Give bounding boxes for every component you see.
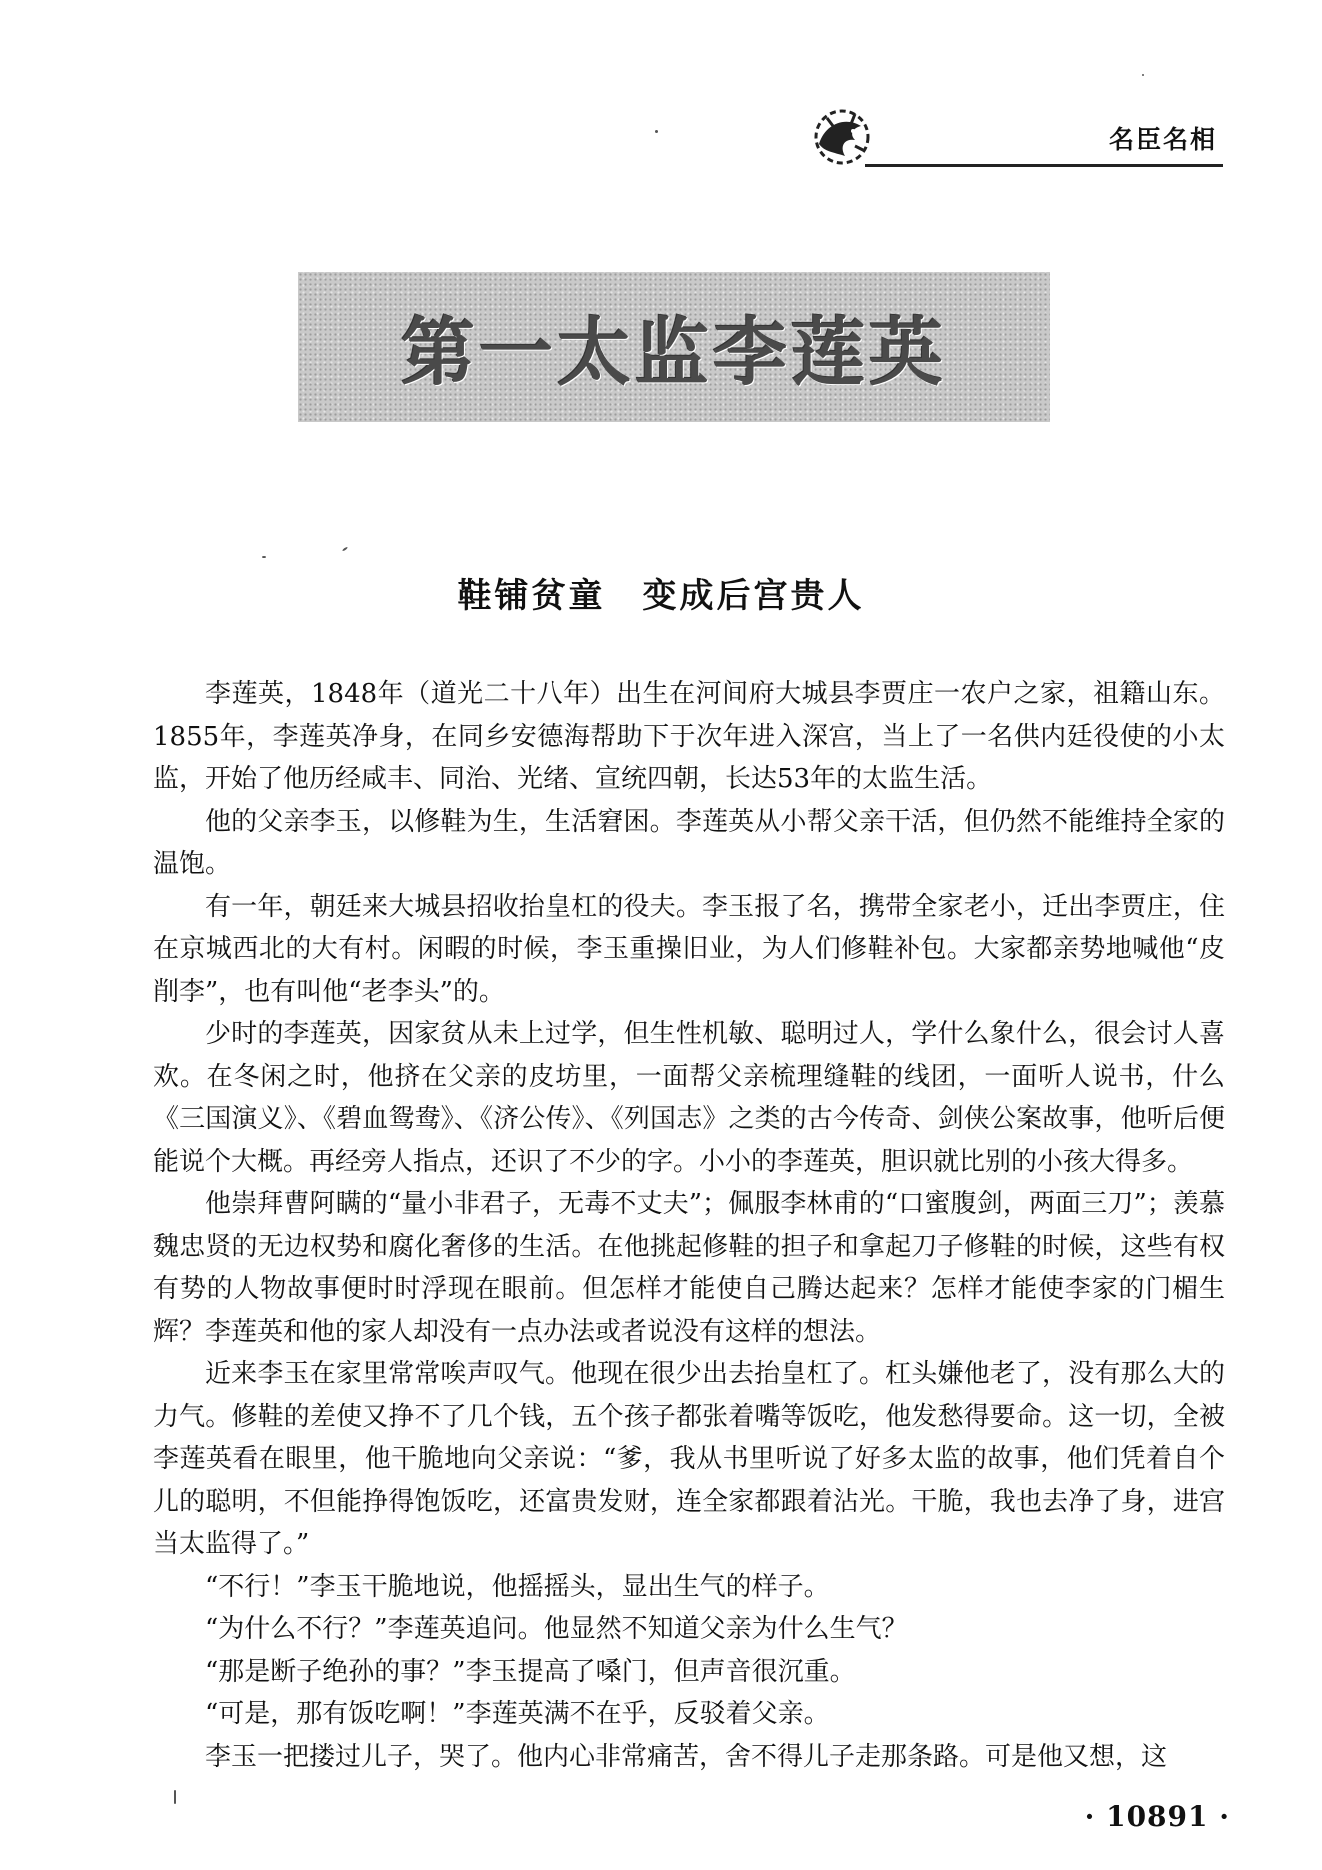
paragraph: 他崇拜曹阿瞒的“量小非君子，无毒不丈夫”；佩服李林甫的“口蜜腹剑，两面三刀”；羡慕魏忠贤的无边权势和腐化奢侈的生活。在他挑起修鞋的担子和拿起刀子修鞋的时候，这些有权有势的人物故事便时时浮现在眼前。但怎样才能使自己腾达起来？怎样才能使李家的门楣生辉？李莲英和他的家人却没有一点办法或者说没有这样的想法。: [153, 1189, 1225, 1347]
scan-speck: [1142, 74, 1144, 76]
dragon-emblem-icon: [805, 104, 879, 170]
paragraph: 李玉一把搂过儿子，哭了。他内心非常痛苦，舍不得儿子走那条路。可是他又想，这: [205, 1741, 1168, 1772]
scan-speck: [262, 556, 266, 558]
paragraph: 近来李玉在家里常常唉声叹气。他现在很少出去抬皇杠了。杠头嫌他老了，没有那么大的力气。修鞋的差使又挣不了几个钱，五个孩子都张着嘴等饭吃，他发愁得要命。这一切，全被李莲英看在眼里，他干脆地向父亲说：“爹，我从书里听说了好多太监的故事，他们凭着自个儿的聪明，不但能挣得饱饭吃，还富贵发财，连全家都跟着沾光。干脆，我也去净了身，进宫当太监得了。”: [153, 1359, 1225, 1559]
scan-speck: [655, 130, 658, 133]
scan-speck: [174, 1790, 176, 1804]
section-heading: 鞋铺贫童 变成后宫贵人: [457, 576, 865, 616]
paragraph: 少时的李莲英，因家贫从未上过学，但生性机敏、聪明过人，学什么象什么，很会讨人喜欢。在冬闲之时，他挤在父亲的皮坊里，一面帮父亲梳理缝鞋的线团，一面听人说书，什么《三国演义》、《碧血鸳鸯》、《济公传》、《列国志》之类的古今传奇、剑侠公案故事，他听后便能说个大概。再经旁人指点，还识了不少的字。小小的李莲英，胆识就比别的小孩大得多。: [153, 1019, 1225, 1177]
page-number: · 10891 ·: [1084, 1800, 1230, 1833]
body-text: [153, 673, 1225, 1778]
chapter-title: 第一太监李莲英: [401, 310, 947, 396]
paragraph: 李莲英，1848年（道光二十八年）出生在河间府大城县李贾庄一农户之家，祖籍山东。1855年，李莲英净身，在同乡安德海帮助下于次年进入深宫，当上了一名供内廷役使的小太监，开始了他历经咸丰、同治、光绪、宣统四朝，长达53年的太监生活。: [153, 679, 1225, 794]
header-rule: [865, 164, 1223, 167]
running-head-title: 名臣名相: [1108, 125, 1217, 154]
scan-speck: [342, 546, 348, 551]
paragraph: 有一年，朝廷来大城县招收抬皇杠的役夫。李玉报了名，携带全家老小，迁出李贾庄，住在京城西北的大有村。闲暇的时候，李玉重操旧业，为人们修鞋补包。大家都亲势地喊他“皮削李”，也有叫他“老李头”的。: [153, 891, 1225, 1007]
page-header: [805, 98, 1225, 170]
paragraph: “那是断子绝孙的事？”李玉提高了嗓门，但声音很沉重。: [205, 1656, 856, 1687]
chapter-title-banner: [298, 272, 1050, 422]
paragraph: 他的父亲李玉，以修鞋为生，生活窘困。李莲英从小帮父亲干活，但仍然不能维持全家的温饱。: [153, 806, 1225, 879]
paragraph: “为什么不行？”李莲英追问。他显然不知道父亲为什么生气？: [205, 1614, 908, 1644]
paragraph: “可是，那有饭吃啊！”李莲英满不在乎，反驳着父亲。: [205, 1699, 830, 1729]
paragraph: “不行！”李玉干脆地说，他摇摇头，显出生气的样子。: [205, 1571, 830, 1602]
